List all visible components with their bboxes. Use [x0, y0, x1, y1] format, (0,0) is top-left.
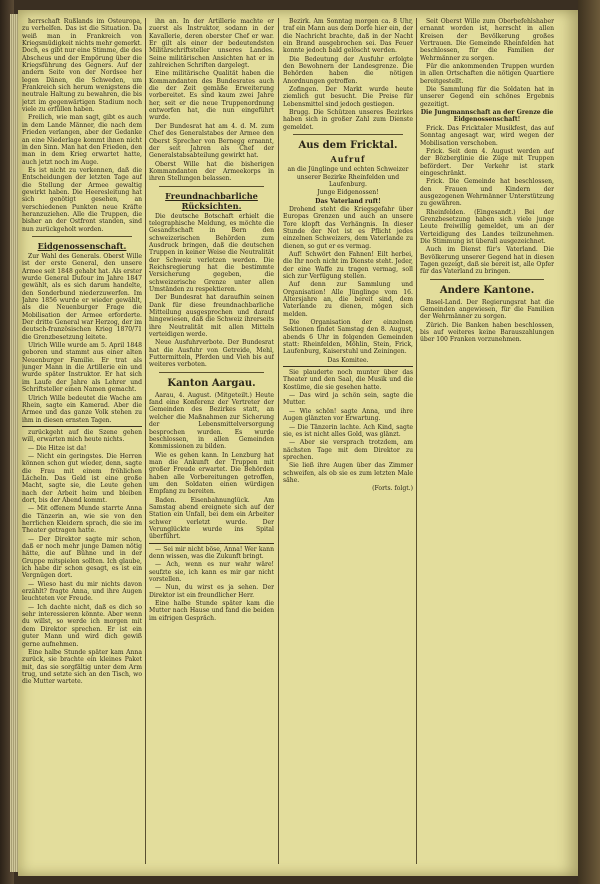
paragraph: — Wie schön! sagte Anna, und ihre Augen glänzten vor Erwartung.	[283, 407, 413, 423]
section-divider	[293, 134, 403, 135]
paragraph: Es ist nicht zu verkennen, daß die Entscheidungen der letzten Tage auf die Stellung der Armee gewaltig gewirkt haben. Die Heeresleitung hat sich genötigt gesehen, an verschiedenen Punkten neue Kräfte heranzuziehen. Alle die Truppen, die bisher an der Ostfront standen, sind nun zurückgeholt worden.	[22, 166, 142, 233]
section-divider	[430, 279, 544, 280]
paragraph: — Nicht ein geringstes. Die Herren können schon gut wieder, denn, sagte die Frau mit einem fröhlichen Lächeln. Das Geld ist eine große Macht, sagte sie, die Leute gehen nach der Arbeit heim und bleiben dort, bis der Abend kommt.	[22, 452, 142, 504]
paragraph: Wie es gehen kann. In Lenzburg hat man die Ankunft der Truppen mit großer Freude erwartet. Die Behörden haben alle Vorbereitungen getroffen, um den Soldaten einen würdigen Empfang zu bereiten.	[149, 451, 274, 496]
feuilleton-rule	[149, 543, 274, 544]
paragraph: Neue Ausfuhrverbote. Der Bundesrat hat die Ausfuhr von Getreide, Mehl, Futtermitteln, Pferden und Vieh bis auf weiteres verboten.	[149, 339, 274, 369]
feuilleton-rule	[22, 426, 142, 427]
column-3	[283, 18, 413, 864]
signature: Das Komitee.	[327, 356, 369, 364]
paragraph: Zürich. Die Banken haben beschlossen, bis auf weiteres keine Barauszahlungen über 100 Franken vorzunehmen.	[420, 321, 554, 344]
paragraph: zurückgeht auf die Szene gehen will, erwarten mich heute nichts.	[22, 428, 142, 444]
paragraph: Aarau, 4. August. (Mitgeteilt.) Heute fand eine Konferenz der Vertreter der Gemeinden des Bezirkes statt, an welcher die Maßnahmen zur Sicherung der Lebensmittelversorgung besprochen wurden. Es wurde beschlossen, in allen Gemeinden Kommissionen zu bilden.	[149, 391, 274, 451]
paragraph: Eine halbe Stunde später kam die Mutter nach Hause und fand die beiden im eifrigen Gespräch.	[149, 600, 274, 622]
paragraph: — Die Hitze ist da!	[28, 444, 87, 452]
paragraph: Der Bundesrat hat am 4. d. M. zum Chef des Generalstabes der Armee den Oberst Sprecher von Bernegg ernannt, der seit Jahren als Chef der Generalstabsabteilung gewirkt hat.	[149, 122, 274, 160]
paragraph: Seit Oberst Wille zum Oberbefehlshaber ernannt worden ist, herrscht in allen Kreisen der Bevölkerung großes Vertrauen. Die Gemeinde Rheinfelden hat beschlossen, für die Familien der Wehrmänner zu sorgen.	[420, 18, 554, 62]
paragraph: Zur Wahl des Generals. Oberst Wille ist der erste General, den unsere Armee seit 1848 gehabt hat. Als erster wurde General Dufour im Jahre 1847 gewählt, als es sich darum handelte, den Sonderbund niederzuwerfen. Im Jahre 1856 wurde er wieder gewählt, als die Neuenburger Frage die Mobilisation der Armee erforderte. Der dritte General war Herzog, der im deutsch-französischen Krieg 1870/71 die Grenzbesetzung leitete.	[22, 252, 142, 341]
column-rule	[278, 18, 279, 864]
paragraph: Ulrich Wille bedeutet die Wache am Rhein, sagte ein Kamerad. Aber die Armee und das ganze Volk stehen zu ihm in diesen ernsten Tagen.	[22, 394, 142, 424]
paragraph: Zofingen. Der Markt wurde heute ziemlich gut besucht. Die Preise für Lebensmittel sind jedoch gestiegen.	[283, 86, 413, 108]
paragraph: Auf denn zur Sammlung und Organisation! Alle Jünglinge vom 16. Altersjahre an, die bereit sind, dem Vaterlande zu dienen, mögen sich melden.	[283, 281, 413, 318]
paragraph: Die Organisation der einzelnen Sektionen findet Samstag den 8. August, abends 6 Uhr in folgenden Gemeinden statt: Rheinfelden, Möhlin, Stein, Frick, Laufenburg, Kaiserstuhl und Zeiningen.	[283, 319, 413, 356]
paragraph: ihn an. In der Artillerie machte er zuerst als Instruktor, sodann in der Kavallerie, deren oberster Chef er war. Er gilt als einer der bedeutendsten Militärschriftsteller unseres Landes. Seine militärischen Ansichten hat er in zahlreichen Schriften dargelegt.	[149, 18, 274, 70]
continuation-note: (Forts. folgt.)	[372, 485, 413, 493]
paragraph: — Aber sie versprach trotzdem, am nächsten Tage mit dem Direktor zu sprechen.	[283, 439, 413, 461]
paragraph: Für die ankommenden Truppen wurden in allen Ortschaften die nötigen Quartiere bereitgestellt.	[420, 63, 554, 85]
paragraph: — Der Direktor sagte mir schon, daß er noch mehr junge Damen nötig hätte, die auf Bühne und in der Gruppe mitspielen sollten. Ich glaube, ich habe dir schon gesagt, es ist ein Vergnügen dort.	[22, 535, 142, 580]
paragraph: Rheinfelden. (Eingesandt.) Bei der Grenzbesetzung haben sich viele junge Leute freiwillig gemeldet, um an der Verteidigung des Landes teilzunehmen. Die Stimmung ist überall ausgezeichnet.	[420, 208, 554, 245]
column-rule	[416, 18, 417, 864]
paragraph: Baden. Eisenbahnunglück. Am Samstag abend ereignete sich auf der Station ein Unfall, bei dem ein Arbeiter schwer verletzt wurde. Der Verunglückte wurde ins Spital überführt.	[149, 496, 274, 541]
column-1	[22, 18, 142, 864]
paragraph: — Sei mir nicht böse, Anna! Wer kann denn wissen, was die Zukunft bringt.	[149, 545, 274, 560]
paragraph: Sie ließ ihre Augen über das Zimmer schweifen, als ob sie es zum letzten Male sähe.	[283, 462, 413, 484]
paragraph: Sie plauderte noch munter über das Theater und den Saal, die Musik und die Kostüme, die sie gesehen hatte.	[283, 369, 413, 391]
paragraph: Eine militärische Qualität haben die Kommandanten des Bundesrates auch die der Zeit gemäße Erweiterung vorbereitet. Es sind kaum zwei Jahre her, seit er die neue Truppenordnung entworfen hat, die nun eingeführt wurde.	[149, 70, 274, 122]
motto-heading: Die Jungmannschaft an der Grenze die Eidgenossenschaft!	[420, 109, 554, 124]
paragraph: Bezirk. Am Sonntag morgen ca. 8 Uhr, traf ein Mann aus dem Dorfe hier ein, der die Nachricht brachte, daß in der Nacht ein Brand ausgebrochen sei. Das Feuer konnte jedoch bald gelöscht werden.	[283, 18, 413, 55]
paragraph: — Mit offenem Munde starrte Anna die Tänzerin an, wie sie von den herrlichen Kleidern sprach, die sie im Theater getragen hatte.	[22, 505, 142, 535]
paragraph: Auch im Dienst für's Vaterland. Die Bevölkerung unserer Gegend hat in diesen Tagen gezeigt, daß sie bereit ist, alle Opfer für das Vaterland zu bringen.	[420, 246, 554, 276]
paragraph: — Ich dachte nicht, daß es dich so sehr interessieren könnte. Aber wenn du willst, so werde ich morgen mit dem Direktor sprechen. Er ist ein guter Mann und wird dich gewiß gerne aufnehmen.	[22, 603, 142, 648]
paragraph: — Ach, wenn es nur wahr wäre! seufzte sie, ich kann es mir gar nicht vorstellen.	[149, 561, 274, 584]
section-divider	[159, 372, 264, 373]
paragraph: Frick. Das Fricktaler Musikfest, das auf Sonntag angesagt war, wird wegen der Mobilisation verschoben.	[420, 124, 554, 147]
paragraph: Die Bedeutung der Ausfuhr erfolgte den Bewohnern der Landesgrenze. Die Behörden haben die nötigen Anordnungen getroffen.	[283, 55, 413, 85]
paragraph: Drohend steht die Kriegsgefahr über Europas Grenzen und auch an unsere Tore klopft das Verhängnis. In dieser Stunde der Not ist es Pflicht jedes einzelnen Schweizers, dem Vaterlande zu dienen, so gut er es vermag.	[283, 205, 413, 250]
paragraph: Frick. Seit dem 4. August werden auf der Bözberglinie die Züge mit Truppen befördert. Der Verkehr ist stark eingeschränkt.	[420, 147, 554, 177]
section-heading: Aus dem Fricktal.	[298, 140, 398, 152]
paragraph: Brugg. Die Schützen unseres Bezirkes haben sich in großer Zahl zum Dienste gemeldet.	[283, 109, 413, 131]
appeal-intro: an die Jünglinge und echten Schweizer unserer Bezirke Rheinfelden und Laufenburg.	[287, 166, 409, 188]
paragraph: Der Bundesrat hat daraufhin seinen Dank für diese freundnachbarliche Mitteilung ausgesprochen und darauf hingewiesen, daß die Schweiz ihrerseits ihre Neutralität mit allen Mitteln verteidigen werde.	[149, 294, 274, 339]
appeal-title: Aufruf	[330, 154, 366, 165]
section-heading: Freundnachbarliche Rücksichten.	[165, 190, 258, 211]
paragraph: Eine halbe Stunde später kam Anna zurück, sie brachte ein kleines Paket mit, das sie sorgfältig unter dem Arm trug, und setzte sich an den Tisch, wo die Mutter wartete.	[22, 648, 142, 686]
paragraph: Freilich, wie man sagt, gibt es auch in dem Lande Männer, die nach dem Frieden verlangen, aber der Gedanke an eine Niederlage kommt ihnen nicht in den Sinn. Man hat den Frieden, den man in dem Krieg erwartet hatte, auch jetzt noch im Auge.	[22, 114, 142, 166]
column-4	[420, 18, 554, 864]
appeal-subtitle: Das Vaterland ruft!	[315, 197, 381, 205]
paragraph: Ulrich Wille wurde am 5. April 1848 geboren und stammt aus einer alten Neuenburger Familie. Er trat als junger Mann in die Artillerie ein und wurde später Instruktor. Er hat sich im Laufe der Jahre als Lehrer und Schriftsteller einen Namen gemacht.	[22, 342, 142, 394]
section-divider	[32, 236, 132, 237]
paragraph: — Wieso hast du mir nichts davon erzählt? fragte Anna, und ihre Augen leuchteten vor Freude.	[22, 580, 142, 603]
paragraph: herrschaft Rußlands im Osteuropa, zu verhelfen. Das ist die Situation. Da weiß man in Frankreich von Kriegsmüdigkeit nichts mehr gemerkt. Doch, es gibt nur eine Stimme, die des Abscheus und der Empörung über die Kriegsführung des Gegners. Auf der andern Seite von der Nordsee her legen Dänen, die Schweden, um Frankreich sich herum wenigstens die neutrale Haltung zu bewahren, die bis jetzt im gegenwärtigen Stadium noch viele zu erfüllen haben.	[22, 18, 142, 114]
section-heading: Kanton Aargau.	[167, 377, 256, 389]
feuilleton-rule	[283, 366, 413, 367]
paragraph: — Das wird ja schön sein, sagte die Mutter.	[283, 392, 413, 407]
paragraph: — Die Tänzerin lachte. Ach Kind, sagte sie, es ist nicht alles Gold, was glänzt.	[283, 423, 413, 438]
paragraph: Die deutsche Botschaft erhielt die telegraphische Meldung, es möchte die Gesandtschaft in Bern den schweizerischen Behörden zum Ausdruck bringen, daß die deutschen Truppen in keiner Weise die Neutralität der Schweiz verletzen werden. Die Reichsregierung hat die bestimmte Versicherung gegeben, die schweizerische Grenze unter allen Umständen zu respektieren.	[149, 212, 274, 293]
section-heading: Eidgenossenschaft.	[37, 240, 127, 251]
paragraph: Die Sammlung für die Soldaten hat in unserer Gegend ein schönes Ergebnis gezeitigt.	[420, 86, 554, 108]
facing-page-edge	[578, 0, 600, 884]
appeal-salutation: Junge Eidgenossen!	[317, 189, 379, 197]
paragraph: — Nun, du wirst es ja sehen. Der Direktor ist ein freundlicher Herr.	[149, 584, 274, 599]
paragraph: Oberst Wille hat die bisherigen Kommandanten der Armeekorps in ihren Stellungen belassen.	[149, 160, 274, 183]
section-divider	[159, 186, 264, 187]
paragraph: Frick. Die Gemeinde hat beschlossen, den Frauen und Kindern der ausgezogenen Wehrmänner Unterstützung zu gewähren.	[420, 178, 554, 208]
column-2	[149, 18, 274, 864]
section-heading: Andere Kantone.	[439, 284, 535, 296]
paragraph: Basel-Land. Der Regierungsrat hat die Gemeinden angewiesen, für die Familien der Wehrmänner zu sorgen.	[420, 298, 554, 321]
paragraph: Auf! Schwört den Fahnen! Eilt herbei, die Ihr noch nicht im Dienste steht. Jeder, der eine Waffe zu tragen vermag, soll sich zur Verfügung stellen.	[283, 250, 413, 280]
column-rule	[145, 18, 146, 864]
